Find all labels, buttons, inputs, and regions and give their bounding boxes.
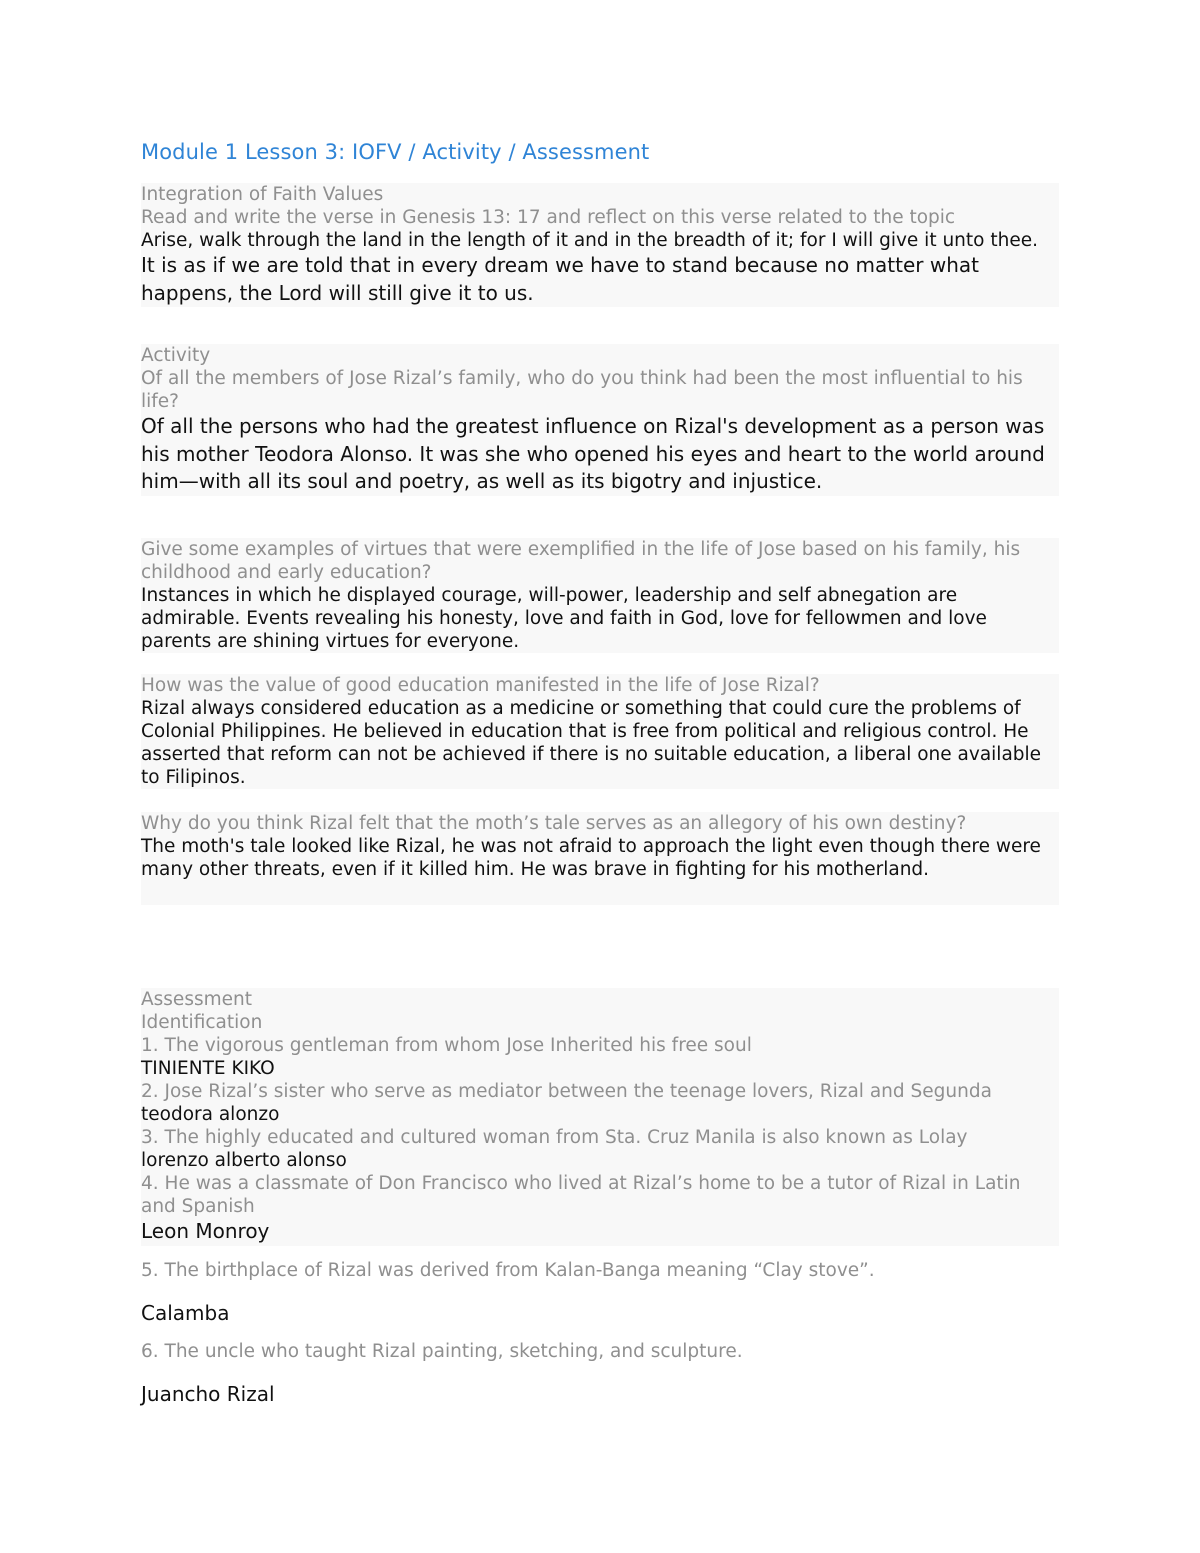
activity-question-4: Why do you think Rizal felt that the moth’s tale serves as an allegory of his own destiny? — [141, 813, 967, 834]
assessment-item-5 — [141, 1259, 1059, 1328]
assessment-answer-3: lorenzo alberto alonso — [141, 1150, 347, 1171]
iofv-prompt: Read and write the verse in Genesis 13: 17 and reflect on this verse related to the topic — [141, 207, 956, 228]
iofv-reflection: It is as if we are told that in every dream we have to stand because no matter what happens, the Lord will still give it to us. — [141, 253, 979, 305]
assessment-answer-4: Leon Monroy — [141, 1219, 270, 1243]
assessment-answer-1: TINIENTE KIKO — [141, 1058, 275, 1079]
activity-item-4 — [141, 812, 1059, 905]
page-title: Module 1 Lesson 3: IOFV / Activity / Assessment — [141, 140, 650, 164]
activity-item-2 — [141, 538, 1059, 653]
assessment-question-6: 6. The uncle who taught Rizal painting, sketching, and sculpture. — [141, 1341, 743, 1362]
assessment-question-2: 2. Jose Rizal’s sister who serve as mediator between the teenage lovers, Rizal and Segunda — [141, 1081, 992, 1102]
assessment-answer-2: teodora alonzo — [141, 1104, 280, 1125]
activity-heading: Activity — [141, 345, 211, 366]
iofv-verse: Arise, walk through the land in the length of it and in the breadth of it; for I will give it unto thee. — [141, 230, 1038, 251]
activity-item-3 — [141, 674, 1059, 789]
assessment-answer-6: Juancho Rizal — [141, 1382, 275, 1406]
assessment-heading: Assessment — [141, 989, 252, 1010]
assessment-question-1: 1. The vigorous gentleman from whom Jose Inherited his free soul — [141, 1035, 752, 1056]
assessment-answer-5: Calamba — [141, 1301, 230, 1325]
activity-question-2: Give some examples of virtues that were exemplified in the life of Jose based on his family, his childhood and early education? — [141, 539, 1021, 583]
activity-answer-3: Rizal always considered education as a medicine or something that could cure the problems of Colonial Philippines. He believed in education that is free from political and religious control. He asserted that reform can not be achieved if there is no suitable education, a liberal one available to Filipinos. — [141, 698, 1042, 788]
activity-answer-2: Instances in which he displayed courage, will-power, leadership and self abnegation are admirable. Events revealing his honesty, love and faith in God, love for fellowmen and love parents are shining virtues for everyone. — [141, 585, 987, 652]
assessment-question-5: 5. The birthplace of Rizal was derived from Kalan-Banga meaning “Clay stove”. — [141, 1260, 875, 1281]
assessment-section — [141, 988, 1059, 1246]
assessment-question-4: 4. He was a classmate of Don Francisco who lived at Rizal’s home to be a tutor of Rizal in Latin and Spanish — [141, 1173, 1021, 1217]
activity-question-1: Of all the members of Jose Rizal’s family, who do you think had been the most influential to his life? — [141, 368, 1023, 412]
activity-question-3: How was the value of good education manifested in the life of Jose Rizal? — [141, 675, 820, 696]
activity-answer-1: Of all the persons who had the greatest influence on Rizal's development as a person was his mother Teodora Alonso. It was she who opened his eyes and heart to the world around him—with all its soul and poetry, as well as its bigotry and injustice. — [141, 414, 1045, 493]
activity-answer-4: The moth's tale looked like Rizal, he was not afraid to approach the light even though there were many other threats, even if it killed him. He was brave in fighting for his motherland. — [141, 836, 1041, 880]
assessment-subheading: Identification — [141, 1012, 263, 1033]
assessment-item-6 — [141, 1340, 1059, 1409]
iofv-section — [141, 183, 1059, 307]
activity-section — [141, 344, 1059, 496]
assessment-question-3: 3. The highly educated and cultured woman from Sta. Cruz Manila is also known as Lolay — [141, 1127, 968, 1148]
iofv-heading: Integration of Faith Values — [141, 184, 384, 205]
